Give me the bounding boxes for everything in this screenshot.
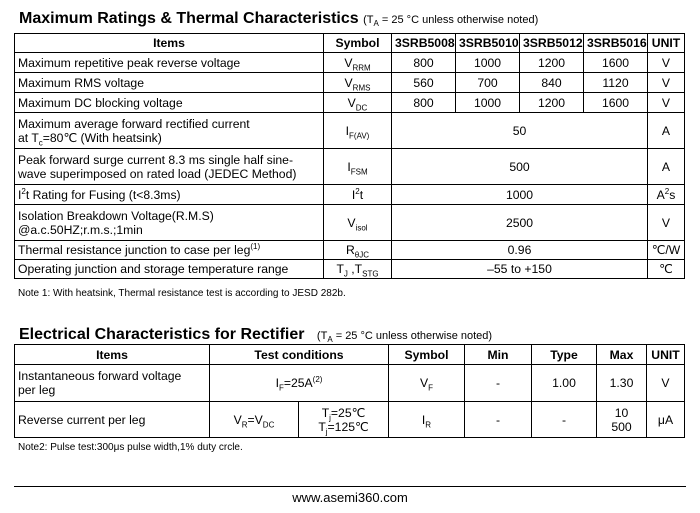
note-2: Note2: Pulse test:300μs pulse width,1% duty crcle.: [18, 442, 243, 453]
table-row: [15, 205, 685, 241]
sym: V: [419, 376, 429, 390]
table-row: [15, 185, 685, 205]
header-items: Items: [15, 34, 324, 53]
item-a: I: [18, 187, 22, 202]
sym-sub: F: [428, 383, 434, 393]
sym-sup: 2: [355, 186, 360, 196]
section2-condition: [316, 330, 493, 345]
row-value: –55 to +150: [392, 260, 648, 279]
header-type: Type: [532, 345, 597, 365]
row-item: [15, 365, 210, 402]
table-row: [15, 53, 685, 73]
header-symbol: Symbol: [389, 345, 465, 365]
row-value: 1000: [456, 53, 520, 73]
row-value: 1120: [584, 73, 648, 93]
row-value: 700: [456, 73, 520, 93]
sym: V: [344, 55, 353, 70]
sym-b: t: [359, 187, 364, 202]
row-value: 50: [392, 113, 648, 149]
row-symbol: [389, 365, 465, 402]
row-value: 500: [392, 149, 648, 185]
row-symbol: [324, 205, 392, 241]
sym-sub-a: J: [343, 269, 348, 279]
cond1-a: V: [233, 412, 242, 427]
row-value: 2500: [392, 205, 648, 241]
row-item: [15, 185, 324, 205]
section2-title: [19, 326, 492, 344]
cond1-sub: R: [241, 419, 248, 429]
sym-sub: DC: [355, 102, 368, 112]
table-row: [15, 93, 685, 113]
item-line2b: =80℃ (With heatsink): [42, 130, 162, 145]
row-min: -: [465, 365, 532, 402]
row-unit: [648, 185, 685, 205]
row-value: 1600: [584, 53, 648, 73]
table-row: [15, 73, 685, 93]
cond-rest: = 25 °C unless otherwise noted): [378, 14, 539, 26]
item-line2: per leg: [18, 383, 56, 397]
row-symbol: [324, 149, 392, 185]
sym: I: [347, 159, 351, 174]
row-symbol: [324, 113, 392, 149]
t1-a: T: [321, 405, 330, 420]
unit-sup: 2: [664, 186, 670, 196]
footer-website: www.asemi360.com: [292, 490, 408, 505]
row-max: [597, 402, 647, 438]
sym: V: [344, 75, 353, 90]
cond-b: =25A: [283, 376, 313, 390]
row-condition-vr: [210, 402, 299, 438]
header-unit: UNIT: [648, 34, 685, 53]
cond-text: (T: [316, 330, 328, 342]
row-value: 1200: [520, 93, 584, 113]
table-header-row: [15, 34, 685, 53]
row-unit: V: [648, 73, 685, 93]
electrical-table: [14, 344, 685, 438]
row-item: Maximum repetitive peak reverse voltage: [15, 53, 324, 73]
row-symbol: [324, 93, 392, 113]
sym-sub: RMS: [352, 82, 371, 92]
t2-sub: j: [325, 426, 328, 436]
sym: I: [345, 123, 350, 138]
row-unit: V: [648, 53, 685, 73]
item-text: Thermal resistance junction to case per leg: [18, 243, 251, 257]
cond-sub: F: [278, 383, 284, 393]
row-unit: μA: [647, 402, 685, 438]
header-unit: UNIT: [647, 345, 685, 365]
sym-sub: FSM: [350, 166, 368, 176]
row-max: 1.30: [597, 365, 647, 402]
unit-a: A: [656, 187, 665, 202]
row-condition: [210, 365, 389, 402]
max-ratings-table: [14, 33, 685, 279]
row-item: [15, 241, 324, 260]
table-row: [15, 241, 685, 260]
max2: 500: [611, 419, 632, 434]
row-type: -: [532, 402, 597, 438]
row-item: [15, 113, 324, 149]
footer-divider: [14, 486, 686, 487]
row-item: Reverse current per leg: [15, 402, 210, 438]
sym-a: T: [336, 262, 344, 276]
sym-sub-b: STG: [362, 269, 379, 279]
sym-sub: RRM: [352, 62, 371, 72]
row-symbol: [324, 241, 392, 260]
row-item: [15, 205, 324, 241]
table-header-row: [15, 345, 685, 365]
t1-b: =25℃: [330, 405, 366, 420]
unit-b: s: [669, 187, 676, 202]
row-item: Operating junction and storage temperature range: [15, 260, 324, 279]
header-3srb5008: 3SRB5008: [392, 34, 456, 53]
cond-sub: A: [373, 19, 379, 29]
row-unit: ℃/W: [648, 241, 685, 260]
sym-sub: F(AV): [349, 130, 370, 140]
row-value: 560: [392, 73, 456, 93]
row-symbol: [324, 260, 392, 279]
item-b: t Rating for Fusing (t<8.3ms): [25, 187, 181, 202]
row-unit: V: [648, 93, 685, 113]
t2-a: T: [318, 419, 326, 434]
sym-mid: ,T: [347, 262, 363, 276]
section1-title-text: Maximum Ratings & Thermal Characteristics: [19, 10, 359, 27]
header-items: Items: [15, 345, 210, 365]
item-line1: Instantaneous forward voltage: [18, 369, 182, 383]
item-line2: @a.c.50HZ;r.m.s.;1min: [18, 222, 143, 237]
header-max: Max: [597, 345, 647, 365]
item-sup: 2: [21, 186, 26, 196]
header-symbol: Symbol: [324, 34, 392, 53]
row-value: 1600: [584, 93, 648, 113]
row-item: [15, 149, 324, 185]
table-row: [15, 260, 685, 279]
cond-rest: = 25 °C unless otherwise noted): [332, 330, 493, 342]
sym: V: [347, 215, 356, 230]
row-unit: A: [648, 149, 685, 185]
table-row: [15, 402, 685, 438]
row-min: -: [465, 402, 532, 438]
sym-sub: R: [425, 419, 432, 429]
row-condition-tj: [299, 402, 389, 438]
row-value: 0.96: [392, 241, 648, 260]
row-value: 1200: [520, 53, 584, 73]
sym-sub: isol: [355, 222, 368, 232]
note-1: Note 1: With heatsink, Thermal resistance test is according to JESD 282b.: [18, 288, 346, 299]
sym: R: [345, 243, 355, 257]
item-sup: (1): [250, 241, 261, 251]
max1: 10: [614, 405, 629, 420]
row-value: 1000: [456, 93, 520, 113]
row-symbol: [324, 73, 392, 93]
row-symbol: [324, 53, 392, 73]
t2-b: =125℃: [327, 419, 369, 434]
row-unit: A: [648, 113, 685, 149]
cond-a: I: [275, 376, 279, 390]
table-row: [15, 365, 685, 402]
header-3srb5010: 3SRB5010: [456, 34, 520, 53]
cond1-b: =V: [247, 412, 263, 427]
cond1-sub2: DC: [262, 419, 275, 429]
item-line1: Peak forward surge current 8.3 ms single half sine-: [18, 152, 294, 167]
row-unit: ℃: [648, 260, 685, 279]
cond-sup: (2): [312, 374, 323, 384]
sym: V: [347, 95, 356, 110]
table-row: [15, 113, 685, 149]
header-3srb5016: 3SRB5016: [584, 34, 648, 53]
cond-sub: A: [327, 335, 333, 345]
row-value: 800: [392, 53, 456, 73]
section1-condition: [363, 14, 539, 29]
row-item: Maximum DC blocking voltage: [15, 93, 324, 113]
row-value: 840: [520, 73, 584, 93]
t1-sub: j: [329, 412, 331, 422]
item-line1: Maximum average forward rectified current: [18, 116, 250, 131]
item-sub: c: [38, 137, 43, 147]
section1-title: [19, 10, 538, 28]
row-value: 800: [392, 93, 456, 113]
row-symbol: [389, 402, 465, 438]
header-3srb5012: 3SRB5012: [520, 34, 584, 53]
header-test-conditions: Test conditions: [210, 345, 389, 365]
row-unit: V: [647, 365, 685, 402]
table-row: [15, 149, 685, 185]
row-item: Maximum RMS voltage: [15, 73, 324, 93]
item-line1: Isolation Breakdown Voltage(R.M.S): [18, 208, 214, 223]
row-unit: V: [648, 205, 685, 241]
row-symbol: [324, 185, 392, 205]
header-min: Min: [465, 345, 532, 365]
item-line2: at T: [18, 130, 39, 145]
sym: I: [421, 412, 426, 427]
item-line2: wave superimposed on rated load (JEDEC Method): [18, 166, 297, 181]
cond-text: (T: [363, 14, 374, 26]
row-value: 1000: [392, 185, 648, 205]
sym-sub: θJC: [354, 250, 370, 260]
section2-title-text: Electrical Characteristics for Rectifier: [19, 326, 305, 343]
row-type: 1.00: [532, 365, 597, 402]
sym: I: [351, 187, 356, 202]
